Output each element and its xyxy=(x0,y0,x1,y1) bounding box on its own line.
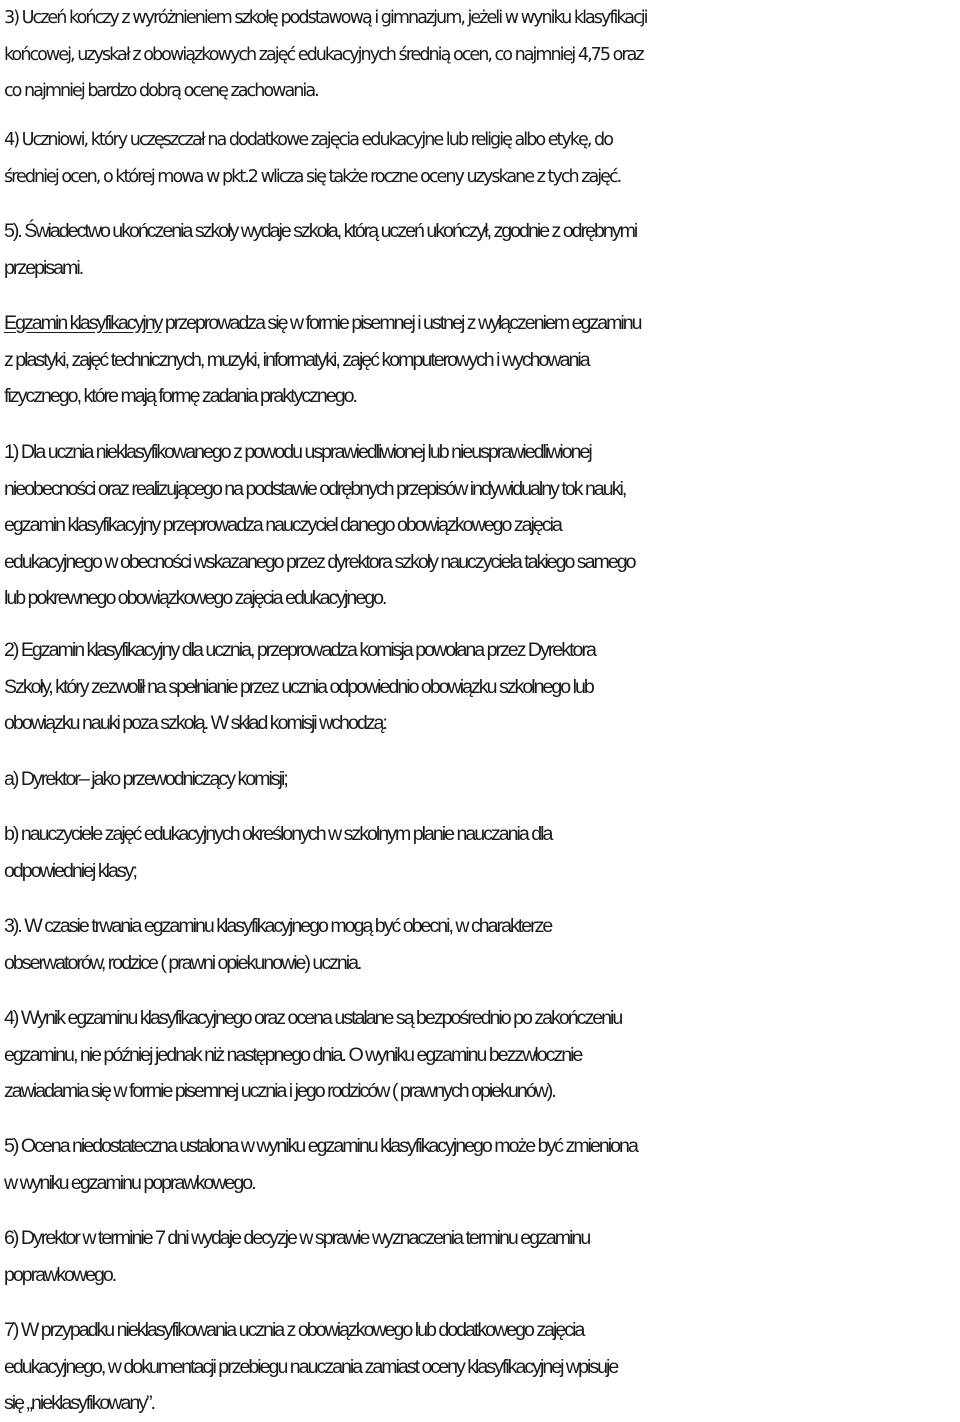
paragraph-graduation-with-honors xyxy=(4,0,956,110)
text-line: lub pokrewnego obowiązkowego zajęcia edukacyjnego. xyxy=(4,587,386,610)
paragraph-point-5-insufficient-grade xyxy=(4,1128,956,1201)
paragraph-item-a-director xyxy=(4,761,956,798)
text-line: edukacyjnego w obecności wskazanego przez dyrektora szkoły nauczyciela takiego samego xyxy=(4,550,635,573)
underlined-term: Egzamin klasyfikacyjny xyxy=(4,312,162,334)
text-line: a) Dyrektor– jako przewodniczący komisji; xyxy=(4,768,287,790)
text-line: egzaminu, nie później jednak niż następnego dnia. O wyniku egzaminu bezzwłocznie xyxy=(4,1043,582,1066)
text-line: w wyniku egzaminu poprawkowego. xyxy=(4,1171,255,1194)
text-fragment: przeprowadza się w formie pisemnej i ustnej z wyłączeniem egzaminu xyxy=(161,312,641,334)
text-line: egzamin klasyfikacyjny przeprowadza nauczyciel danego obowiązkowego zajęcia xyxy=(4,514,561,537)
text-line: 4) Wynik egzaminu klasyfikacyjnego oraz ocena ustalane są bezpośrednio po zakończeniu xyxy=(4,1007,622,1029)
text-line: przepisami. xyxy=(4,256,83,279)
text-line: 6) Dyrektor w terminie 7 dni wydaje decyzje w sprawie wyznaczenia terminu egzaminu xyxy=(4,1227,590,1249)
paragraph-point-6-director-decision xyxy=(4,1220,956,1293)
text-line: 5) Ocena niedostateczna ustalona w wyniku egzaminu klasyfikacyjnego może być zmieniona xyxy=(4,1135,637,1157)
paragraph-point-3-observers xyxy=(4,908,956,981)
text-line: odpowiedniej klasy; xyxy=(4,859,136,882)
paragraph-certificate xyxy=(4,213,956,286)
paragraph-point-2-exam-commission xyxy=(4,632,956,742)
paragraph-classification-exam-intro xyxy=(4,305,956,415)
text-line: 4) Uczniowi, który uczęszczał na dodatkowe zajęcia edukacyjne lub religię albo etykę, do xyxy=(4,130,612,150)
text-line: 3) Uczeń kończy z wyróżnieniem szkołę podstawową i gimnazjum, jeżeli w wyniku klasyfikacji xyxy=(4,8,647,28)
paragraph-point-7-unclassified-note xyxy=(4,1312,956,1422)
text-line: nieobecności oraz realizującego na podstawie odrębnych przepisów indywidualny tok nauki, xyxy=(4,477,626,500)
text-line: Szkoły, który zezwolił na spełnianie przez ucznia odpowiednio obowiązku szkolnego lub xyxy=(4,675,593,698)
text-line: 1) Dla ucznia nieklasyfikowanego z powodu usprawiedliwionej lub nieusprawiedliwionej xyxy=(4,441,591,463)
text-line: obowiązku nauki poza szkołą. W skład komisji wchodzą: xyxy=(4,712,386,735)
text-line: 3). W czasie trwania egzaminu klasyfikacyjnego mogą być obecni, w charakterze xyxy=(4,915,552,937)
text-line: 7) W przypadku nieklasyfikowania ucznia z obowiązkowego lub dodatkowego zajęcia xyxy=(4,1319,584,1341)
text-line: z plastyki, zajęć technicznych, muzyki, informatyki, zajęć komputerowych i wychowania xyxy=(4,348,589,371)
text-line: fizycznego, które mają formę zadania praktycznego. xyxy=(4,385,356,408)
text-line: co najmniej bardzo dobrą ocenę zachowania. xyxy=(4,81,318,102)
text-line: 5). Świadectwo ukończenia szkoły wydaje szkoła, którą uczeń ukończył, zgodnie z odrębnymi xyxy=(4,220,637,242)
paragraph-point-4-exam-result xyxy=(4,1000,956,1110)
paragraph-additional-classes-average xyxy=(4,122,956,195)
text-line: 2) Egzamin klasyfikacyjny dla ucznia, przeprowadza komisja powołana przez Dyrektora xyxy=(4,639,595,661)
text-line: zawiadamia się w formie pisemnej ucznia i jego rodziców ( prawnych opiekunów). xyxy=(4,1080,555,1103)
paragraph-item-b-teachers xyxy=(4,816,956,889)
text-line xyxy=(4,305,956,342)
paragraph-point-1-unclassified-student xyxy=(4,434,956,617)
text-line: średniej ocen, o której mowa w pkt.2 wlicza się także roczne oceny uzyskane z tych zajęć. xyxy=(4,166,621,187)
text-line: końcowej, uzyskał z obowiązkowych zajęć edukacyjnych średnią ocen, co najmniej 4,75 oraz xyxy=(4,44,643,65)
text-line: edukacyjnego, w dokumentacji przebiegu nauczania zamiast oceny klasyfikacyjnej wpisuje xyxy=(4,1355,618,1378)
text-line: b) nauczyciele zajęć edukacyjnych określonych w szkolnym planie nauczania dla xyxy=(4,823,552,845)
text-line: się „nieklasyfikowany”. xyxy=(4,1392,155,1415)
text-line: obserwatorów, rodzice ( prawni opiekunowie) ucznia. xyxy=(4,951,361,974)
text-line: poprawkowego. xyxy=(4,1263,116,1286)
